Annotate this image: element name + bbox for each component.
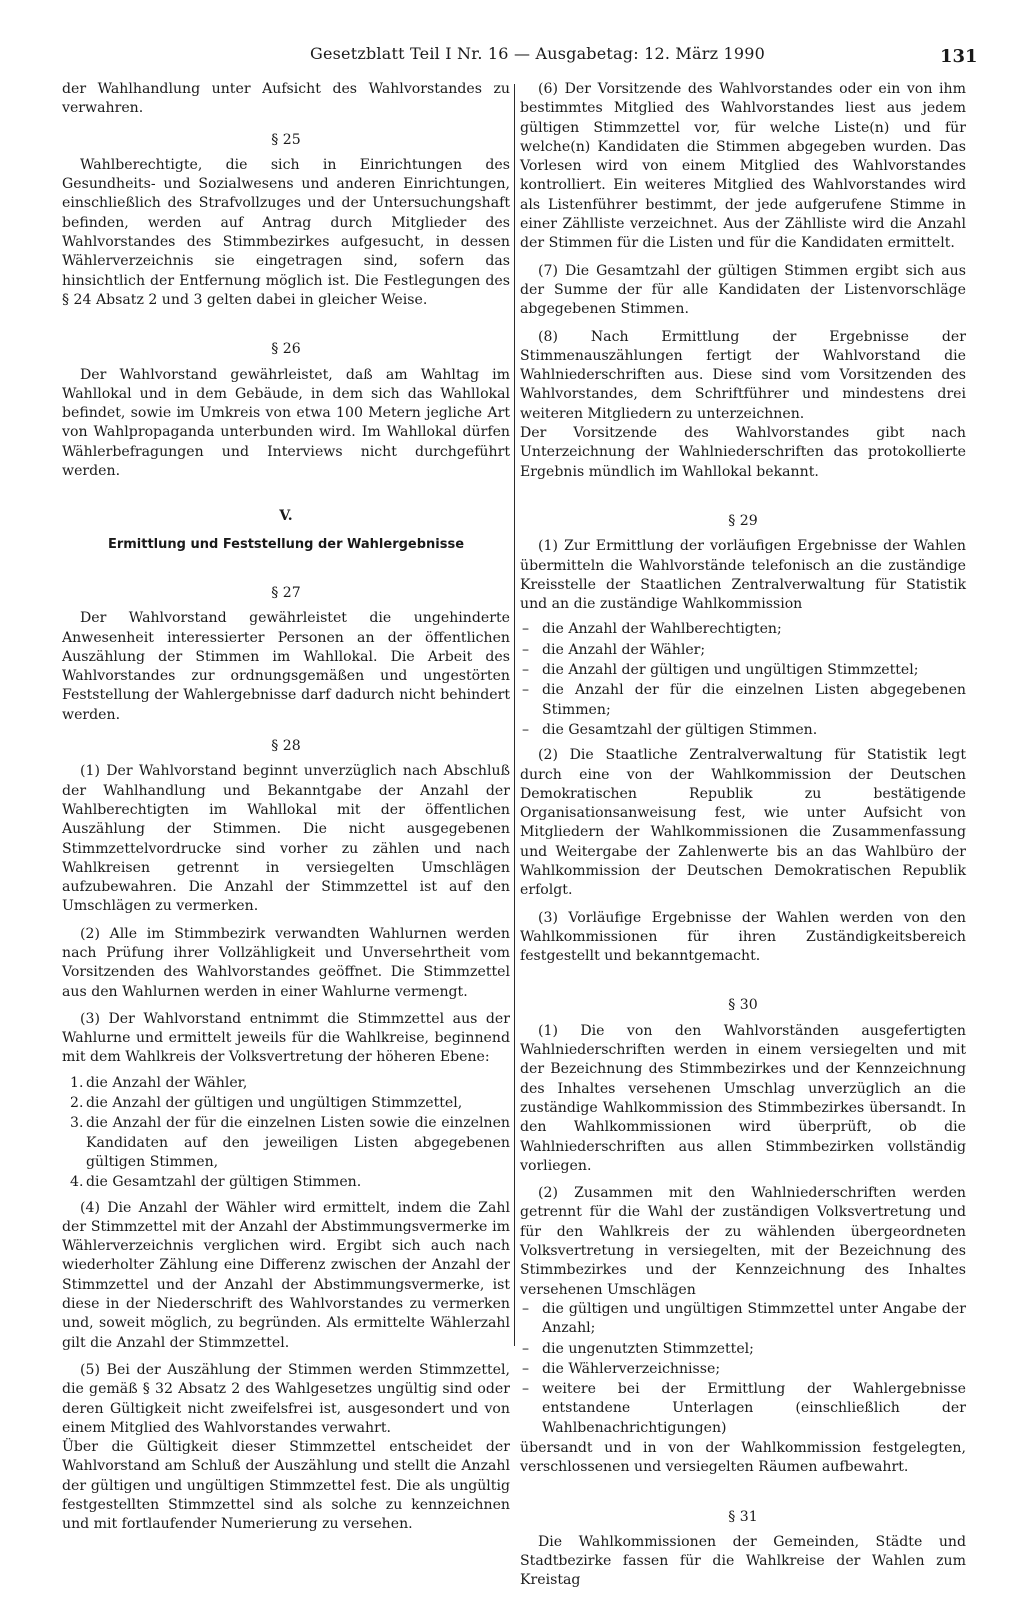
list-number: 3. xyxy=(70,1115,84,1132)
list-item: – weitere bei der Ermittlung der Wahlergebnisse entstandene Unterlagen (einschließlich der Wahlbenachrichtigungen) xyxy=(520,1380,966,1438)
right-column xyxy=(520,80,966,1597)
section-heading-27: § 27 xyxy=(271,584,301,601)
section-heading-29: § 29 xyxy=(728,512,758,529)
list-item: – die Anzahl der Wahlberechtigten; xyxy=(520,620,966,639)
list-item: – die Anzahl der für die einzelnen Listen abgegebenen Stimmen; xyxy=(520,681,966,720)
chapter-number: V. xyxy=(279,508,293,525)
list-number: 4. xyxy=(70,1174,84,1191)
section-heading-25: § 25 xyxy=(271,131,301,148)
section-28-paragraph-5-continued: Über die Gültigkeit dieser Stimmzettel entscheidet der Wahlvorstand am Schluß der Auszählung und stellt die Anzahl der gültigen und ungültigen Stimmzettel fest. Die als ungültig festgestellten Stimmzettel sind als solche zu kennzeichnen und mit fortlaufender Numerierung zu versehen. xyxy=(62,1439,510,1533)
list-item: – die gültigen und ungültigen Stimmzettel unter Angabe der Anzahl; xyxy=(520,1300,966,1339)
list-item: – die Anzahl der gültigen und ungültigen Stimmzettel; xyxy=(520,661,966,680)
section-30-paragraph-2: (2) Zusammen mit den Wahlniederschriften werden getrennt für die Wahl der zuständigen Volksvertretung und für den Wahlkreis der zu wählenden übergeordneten Volksvertretung in versiegelten, mit der Bezeichnung des Stimmbezirkes und der Kennzeichnung des Inhaltes versehenen Umschlägen xyxy=(520,1185,966,1298)
list-number: 1. xyxy=(70,1074,84,1091)
section-28-numbered-list xyxy=(62,1074,510,1193)
list-number: 2. xyxy=(70,1095,84,1112)
list-item: – die ungenutzten Stimmzettel; xyxy=(520,1340,966,1359)
list-text: die Gesamtzahl der gültigen Stimmen. xyxy=(86,1174,362,1191)
section-31-text: Die Wahlkommissionen der Gemeinden, Städte und Stadtbezirke fassen für die Wahlkreise der Wahlen zum Kreistag xyxy=(520,1533,966,1589)
list-item xyxy=(62,1114,510,1172)
list-item xyxy=(62,1094,510,1113)
header-title: Gesetzblatt Teil I Nr. 16 — Ausgabetag: 12. März 1990 xyxy=(310,44,766,63)
list-item: – die Gesamtzahl der gültigen Stimmen. xyxy=(520,721,966,740)
list-item: – die Wählerverzeichnisse; xyxy=(520,1360,966,1379)
list-text: die Anzahl der gültigen und ungültigen Stimmzettel, xyxy=(86,1095,463,1112)
section-28-paragraph-4: (4) Die Anzahl der Wähler wird ermittelt, indem die Zahl der Stimmzettel mit der Anzahl der Abstimmungsvermerke im Wählerverzeichnis verglichen wird. Ergibt sich auch nach wiederholter Zählung eine Differenz zwischen der Anzahl der Stimmzettel und der Anzahl der Abstimmungsvermerke, ist diese in der Niederschrift des Wahlvorstandes zu vermerken und, soweit möglich, zu begründen. Als ermittelte Wählerzahl gilt die Anzahl der Stimmzettel. xyxy=(62,1199,510,1351)
section-heading-30: § 30 xyxy=(728,997,758,1014)
section-heading-28: § 28 xyxy=(271,738,301,755)
section-25-text: Wahlberechtigte, die sich in Einrichtungen des Gesundheits- und Sozialwesens und anderen Einrichtungen, einschließlich des Strafvollzuges und der Untersuchungshaft befinden, werden auf Antrag durch Mitglieder des Wahlvorstandes des Stimmbezirkes aufgesucht, in dessen Wählerverzeichnis sie eingetragen sind, sofern das hinsichtlich der Entfernung möglich ist. Die Festlegungen des § 24 Absatz 2 und 3 gelten dabei in gleicher Weise. xyxy=(62,156,510,308)
section-28-paragraph-8: (8) Nach Ermittlung der Ergebnisse der Stimmenauszählungen fertigt der Wahlvorstand die Wahlniederschriften aus. Diese sind vom Vorsitzenden des Wahlvorstandes, dem Schriftführer und mindestens drei weiteren Mitgliedern zu unterzeichnen. xyxy=(520,328,966,422)
column-divider xyxy=(514,84,515,1346)
section-29-dash-list xyxy=(520,620,966,740)
list-item xyxy=(62,1173,510,1192)
section-28-paragraph-8-continued: Der Vorsitzende des Wahlvorstandes gibt nach Unterzeichnung der Wahlniederschriften das protokollierte Ergebnis mündlich im Wahllokal bekannt. xyxy=(520,425,966,480)
list-text: die Anzahl der Wähler, xyxy=(86,1074,248,1091)
list-item xyxy=(62,1074,510,1093)
section-28-paragraph-7: (7) Die Gesamtzahl der gültigen Stimmen ergibt sich aus der Summe der für alle Kandidaten der Listenvorschläge abgegebenen Stimmen. xyxy=(520,262,966,318)
section-heading-31: § 31 xyxy=(728,1508,758,1525)
list-item: – die Anzahl der Wähler; xyxy=(520,641,966,660)
page-header xyxy=(0,44,1024,68)
section-30-dash-list xyxy=(520,1300,966,1438)
list-text: die Anzahl der für die einzelnen Listen sowie die einzelnen Kandidaten auf den jeweiligen Listen abgegebenen gültigen Stimmen, xyxy=(86,1115,510,1170)
section-heading-26: § 26 xyxy=(271,341,301,358)
left-column xyxy=(62,80,510,1541)
continuation-paragraph: der Wahlhandlung unter Aufsicht des Wahlvorstandes zu verwahren. xyxy=(62,81,510,117)
section-30-paragraph-2-continued: übersandt und in von der Wahlkommission festgelegten, verschlossenen und versiegelten Räumen aufbewahrt. xyxy=(520,1440,966,1476)
section-27-text: Der Wahlvorstand gewährleistet die ungehinderte Anwesenheit interessierter Personen an der öffentlichen Auszählung der Stimmen im Wahllokal. Die Arbeit des Wahlvorstandes zur ordnungsgemäßen und ungestörten Feststellung der Wahlergebnisse darf dadurch nicht behindert werden. xyxy=(62,610,510,723)
page-number: 131 xyxy=(940,46,978,67)
section-26-text: Der Wahlvorstand gewährleistet, daß am Wahltag im Wahllokal und in dem Gebäude, in dem sich das Wahllokal befindet, sowie im Umkreis von etwa 100 Metern jegliche Art von Wahlpropaganda unterbunden wird. Im Wahllokal dürfen Wählerbefragungen und Interviews nicht durchgeführt werden. xyxy=(62,366,510,480)
chapter-title: Ermittlung und Feststellung der Wahlergebnisse xyxy=(107,536,465,552)
section-30-paragraph-1: (1) Die von den Wahlvorständen ausgefertigten Wahlniederschriften werden in einem versiegelten und mit der Bezeichnung des Stimmbezirkes und der Kennzeichnung des Inhaltes versehenen Umschlag unverzüglich an die zuständige Wahlkommission des Stimmbezirkes übersandt. In den Wahlkommissionen wird überprüft, ob die Wahlniederschriften aus allen Stimmbezirken vollständig vorliegen. xyxy=(520,1022,966,1174)
section-28-paragraph-1: (1) Der Wahlvorstand beginnt unverzüglich nach Abschluß der Wahlhandlung und Bekanntgabe der Anzahl der Wahlberechtigten im Wahllokal mit der öffentlichen Auszählung der Stimmen. Die nicht ausgegebenen Stimmzettelvordrucke sind vorher zu zählen und nach Wahlkreisen getrennt in versiegelten Umschlägen aufzubewahren. Die Anzahl der Stimmzettel ist auf den Umschlägen zu vermerken. xyxy=(62,763,510,915)
section-28-paragraph-2: (2) Alle im Stimmbezirk verwandten Wahlurnen werden nach Prüfung ihrer Vollzähligkeit und Unversehrtheit vom Vorsitzenden des Wahlvorstandes geöffnet. Die Stimmzettel aus den Wahlurnen werden in einer Wahlurne vermengt. xyxy=(62,925,510,1000)
section-28-paragraph-3: (3) Der Wahlvorstand entnimmt die Stimmzettel aus der Wahlurne und ermittelt jeweils für die Wahlkreise, beginnend mit dem Wahlkreis der Volksvertretung der höheren Ebene: xyxy=(62,1010,510,1066)
section-29-paragraph-3: (3) Vorläufige Ergebnisse der Wahlen werden von den Wahlkommissionen für ihren Zuständigkeitsbereich festgestellt und bekanntgemacht. xyxy=(520,909,966,965)
section-28-paragraph-6: (6) Der Vorsitzende des Wahlvorstandes oder ein von ihm bestimmtes Mitglied des Wahlvorstandes liest aus jedem gültigen Stimmzettel vor, für welche Liste(n) und für welche(n) Kandidaten die Stimmen abgegeben wurden. Das Vorlesen wird von einem Mitglied des Wahlvorstandes kontrolliert. Ein weiteres Mitglied des Wahlvorstandes wird als Listenführer bestimmt, der jede aufgerufene Stimme in einer Zählliste verzeichnet. Aus der Zählliste wird die Anzahl der Stimmen für die Listen und für die Kandidaten ermittelt. xyxy=(520,81,966,252)
section-28-paragraph-5: (5) Bei der Auszählung der Stimmen werden Stimmzettel, die gemäß § 32 Absatz 2 des Wahlgesetzes ungültig sind oder deren Gültigkeit nicht zweifelsfrei ist, ausgesondert und von einem Mitglied des Wahlvorstandes verwahrt. xyxy=(62,1361,510,1436)
section-29-paragraph-1: (1) Zur Ermittlung der vorläufigen Ergebnisse der Wahlen übermitteln die Wahlvorstände telefonisch an die zuständige Kreisstelle der Staatlichen Zentralverwaltung für Statistik und an die zuständige Wahlkommission xyxy=(520,538,966,613)
section-29-paragraph-2: (2) Die Staatliche Zentralverwaltung für Statistik legt durch eine von der Wahlkommission der Deutschen Demokratischen Republik zu bestätigende Organisationsanweisung fest, wie unter Aufsicht von Mitgliedern der Wahlkommissionen die Zusammenfassung und Weitergabe der Zahlenwerte bis an das Wahlbüro der Wahlkommission der Deutschen Demokratischen Republik erfolgt. xyxy=(520,747,966,899)
